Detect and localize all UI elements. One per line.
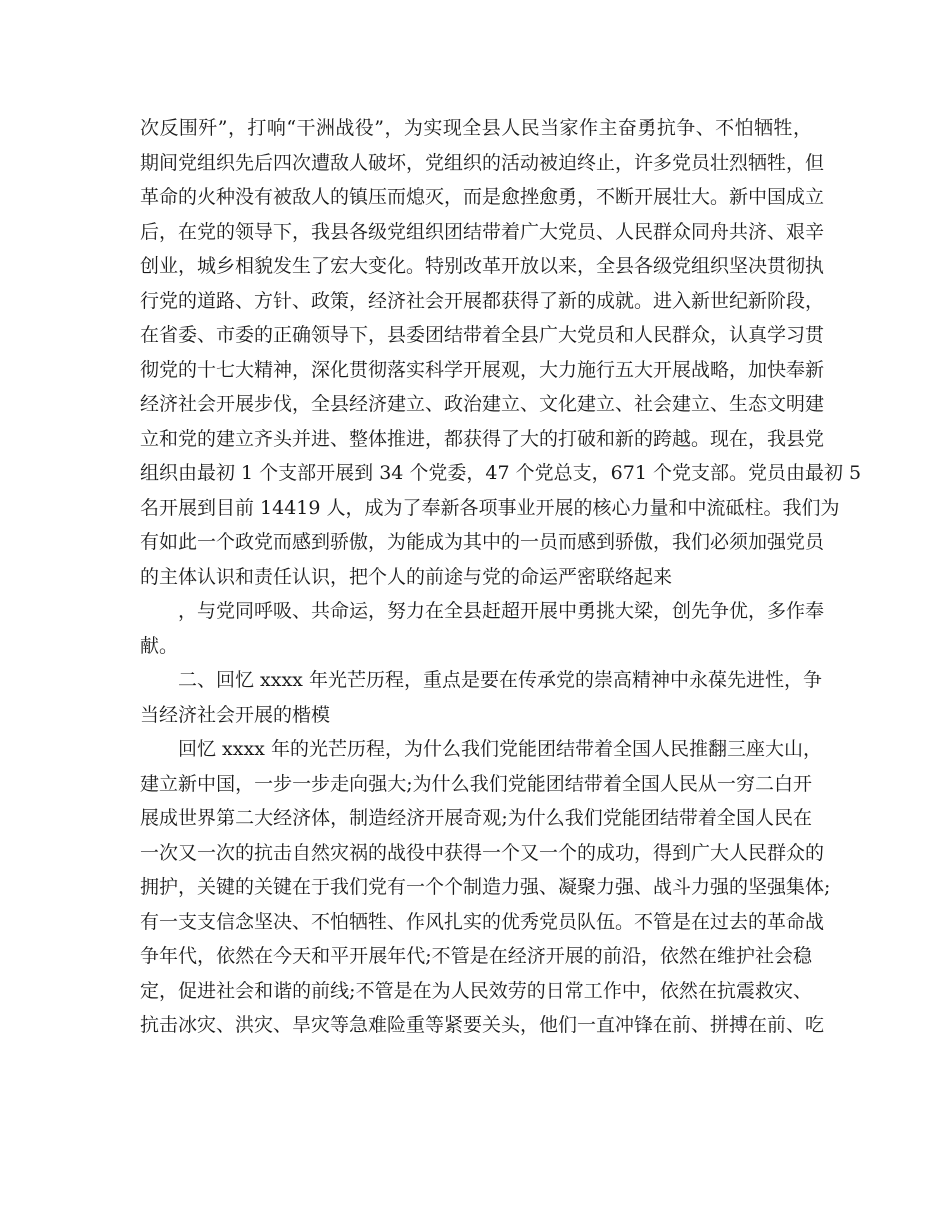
body-text <box>140 111 862 1043</box>
text-line: 建立新中国，一步一步走向强大;为什么我们党能团结带着全国人民从一穷二白开 <box>140 772 812 795</box>
text-line: 名开展到目前 14419 人，成为了奉新各项事业开展的核心力量和中流砥柱。我们为 <box>140 496 840 519</box>
text-line: 革命的火种没有被敌人的镇压而熄灭，而是愈挫愈勇，不断开展壮大。新中国成立 <box>140 186 825 208</box>
text-line: 一次又一次的抗击自然灾祸的战役中获得一个又一个的成功，得到广大人民群众的 <box>140 841 825 864</box>
text-line: 在省委、市委的正确领导下，县委团结带着全县广大党员和人民群众，认真学习贯 <box>140 324 825 346</box>
text-line: 献。 <box>140 634 179 657</box>
text-line: 拥护，关键的关键在于我们党有一个个制造力强、凝聚力强、战斗力强的坚强集体; <box>140 876 831 898</box>
text-line: 抗击冰灾、洪灾、旱灾等急难险重等紧要关头，他们一直冲锋在前、拼搏在前、吃 <box>140 1014 825 1036</box>
text-line: ，与党同呼吸、共命运，努力在全县赶超开展中勇挑大梁，创先争优，多作奉 <box>178 600 825 622</box>
text-line: 期间党组织先后四次遭敌人破坏，党组织的活动被迫终止，许多党员壮烈牺牲，但 <box>140 151 825 174</box>
text-line: 创业，城乡相貌发生了宏大变化。特别改革开放以来，全县各级党组织坚决贯彻执 <box>140 255 825 277</box>
text-line: 行党的道路、方针、政策，经济社会开展都获得了新的成就。进入新世纪新阶段， <box>140 289 825 312</box>
text-line: 回忆 xxxx 年的光芒历程，为什么我们党能团结带着全国人民推翻三座大山， <box>178 738 822 760</box>
text-line: 争年代，依然在今天和平开展年代;不管是在经济开展的前沿，依然在维护社会稳 <box>140 945 812 967</box>
text-line: 后，在党的领导下，我县各级党组织团结带着广大党员、人民群众同舟共济、艰辛 <box>140 220 825 243</box>
section-heading: 当经济社会开展的楷模 <box>140 703 331 726</box>
text-line: 组织由最初 1 个支部开展到 34 个党委，47 个党总支，671 个党支部。党员由最初 5 <box>140 462 862 484</box>
text-line: 经济社会开展步伐，全县经济建立、政治建立、文化建立、社会建立、生态文明建 <box>140 393 825 415</box>
text-line: 立和党的建立齐头并进、整体推进，都获得了大的打破和新的跨越。现在，我县党 <box>140 427 825 450</box>
text-line: 彻党的十七大精神，深化贯彻落实科学开展观，大力施行五大开展战略，加快奉新 <box>140 358 825 381</box>
text-line: 次反围歼”，打响“干洲战役”，为实现全县人民当家作主奋勇抗争、不怕牺牲， <box>140 117 812 139</box>
text-line: 展成世界第二大经济体，制造经济开展奇观;为什么我们党能团结带着全国人民在 <box>140 807 812 829</box>
text-line: 定，促进社会和谐的前线;不管是在为人民效劳的日常工作中，依然在抗震救灾、 <box>140 979 812 1002</box>
text-line: 有一支支信念坚决、不怕牺牲、作风扎实的优秀党员队伍。不管是在过去的革命战 <box>140 910 825 933</box>
text-line: 的主体认识和责任认识，把个人的前途与党的命运严密联络起来 <box>140 565 673 588</box>
section-heading: 二、回忆 xxxx 年光芒历程，重点是要在传承党的崇高精神中永葆先进性，争 <box>178 669 822 691</box>
text-line: 有如此一个政党而感到骄傲，为能成为其中的一员而感到骄傲，我们必须加强党员 <box>140 531 825 553</box>
